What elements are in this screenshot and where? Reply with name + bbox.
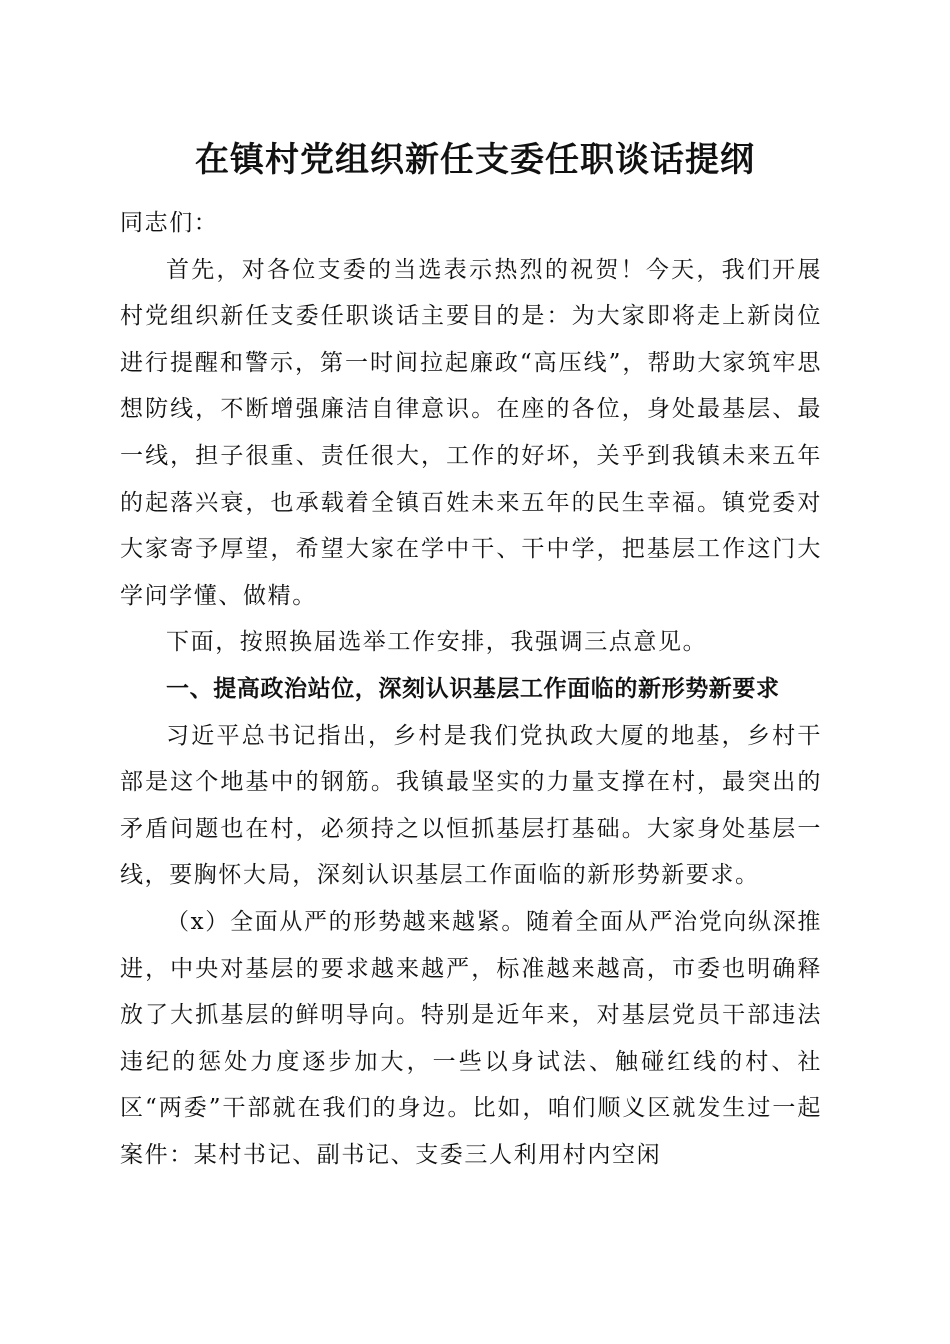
- paragraph-transition: 下面，按照换届选举工作安排，我强调三点意见。: [166, 629, 708, 656]
- document-title: 在镇村党组织新任支委任职谈话提纲: [195, 140, 755, 180]
- section-heading: 一、提高政治站位，深刻认识基层工作面临的新形势新要求: [166, 675, 780, 702]
- paragraph-opening: 首先，对各位支委的当选表示热烈的祝贺！今天，我们开展村党组织新任支委任职谈话主要目的是：为大家即将走上新岗位进行提醒和警示，第一时间拉起廉政“高压线”，帮助大家筑牢思想防线，不断增强廉洁自律意识。在座的各位，身处最基层、最一线，担子很重、责任很大，工作的好坏，关乎到我镇未来五年的起落兴衰，也承载着全镇百姓未来五年的民生幸福。镇党委对大家寄予厚望，希望大家在学中干、干中学，把基层工作这门大学问学懂、做精。: [120, 256, 822, 609]
- paragraph-subpoint: （x）全面从严的形势越来越紧。随着全面从严治党向纵深推进，中央对基层的要求越来越严，标准越来越高，市委也明确释放了大抓基层的鲜明导向。特别是近年来，对基层党员干部违法违纪的惩处力度逐步加大，一些以身试法、触碰红线的村、社区“两委”干部就在我们的身边。比如，咱们顺义区就发生过一起案件：某村书记、副书记、支委三人利用村内空闲: [120, 908, 822, 1168]
- document-body: [120, 200, 822, 1178]
- salutation: 同志们：: [120, 210, 219, 236]
- paragraph-section-intro: 习近平总书记指出，乡村是我们党执政大厦的地基，乡村干部是这个地基中的钢筋。我镇最坚实的力量支撑在村，最突出的矛盾问题也在村，必须持之以恒抓基层打基础。大家身处基层一线，要胸怀大局，深刻认识基层工作面临的新形势新要求。: [120, 722, 822, 889]
